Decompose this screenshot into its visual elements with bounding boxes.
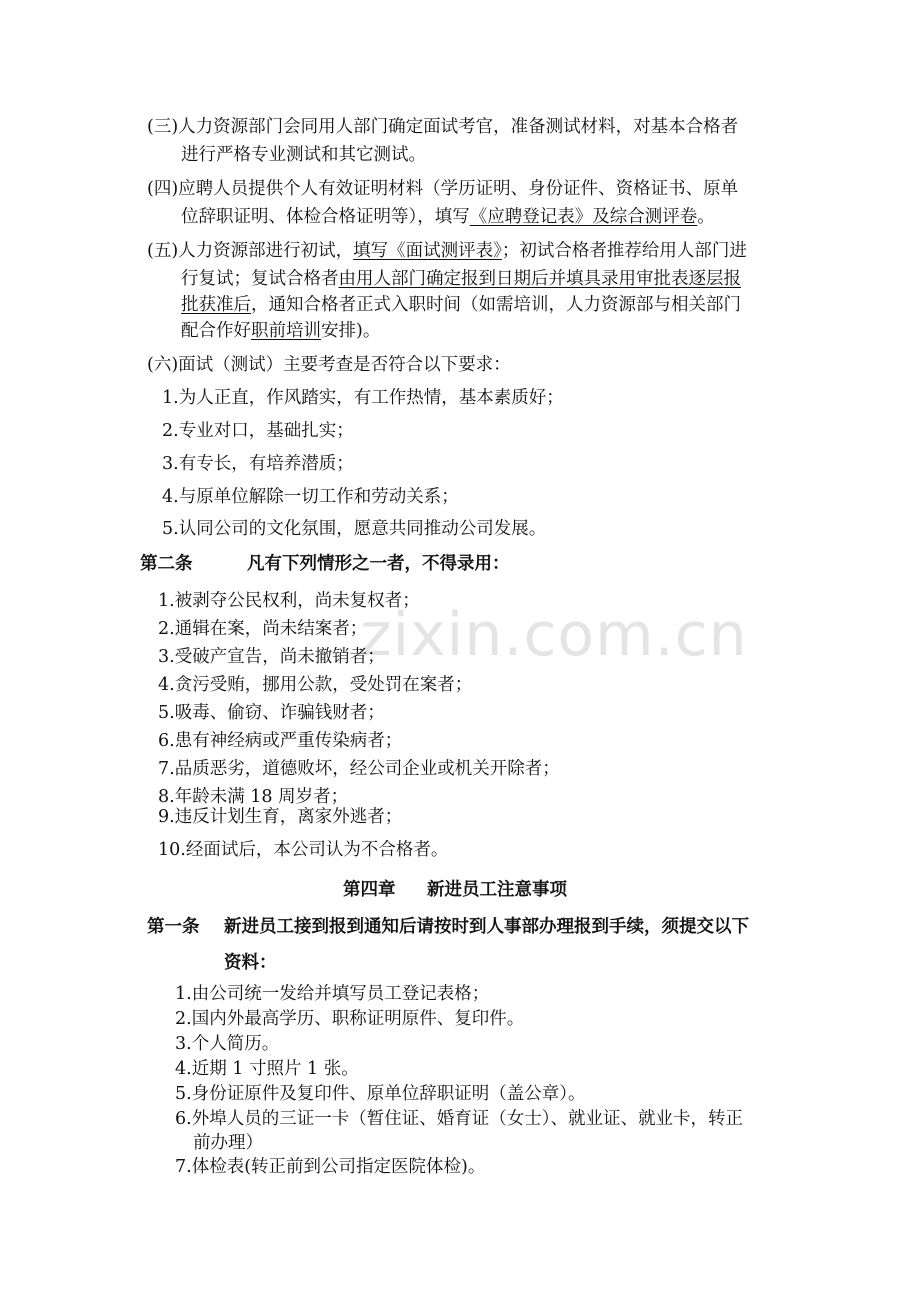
article-1-label: 第一条	[147, 917, 200, 937]
list-item: 7.品质恶劣，道德败坏，经公司企业或机关开除者；	[158, 759, 560, 779]
application-form-link-text: 《应聘登记表》及综合测评卷	[469, 207, 698, 227]
sec-wu-line-2	[181, 267, 741, 291]
list-item: 3.有专长，有培养潜质；	[162, 454, 354, 474]
list-item: 4.贪污受贿，挪用公款，受处罚在案者；	[158, 675, 473, 695]
sec-si-line-2-text: 位辞职证明、体检合格证明等），填写	[181, 207, 470, 227]
sec-si-line-1: (四)应聘人员提供个人有效证明材料（学历证明、身份证件、资格证书、原单	[147, 179, 739, 199]
sec-wu-line-4-text: 配合作好	[181, 321, 251, 341]
sec-wu-line-1	[147, 239, 747, 263]
list-item: 4.近期 1 寸照片 1 张。	[175, 1059, 359, 1079]
sec-wu-line-3-text: ，通知合格者正式入职时间（如需培训，人力资源部与相关部门	[251, 295, 741, 315]
sec-wu-line-1-text: (五)人力资源部进行初试，	[147, 241, 354, 261]
list-item: 6.患有神经病或严重传染病者；	[158, 731, 403, 751]
sec-wu-line-2-underlined: 由用人部门确定报到日期后并填具录用审批表逐层报	[338, 269, 741, 289]
list-item: 3.受破产宣告，尚未撤销者；	[158, 647, 385, 667]
list-item: 3.个人简历。	[175, 1034, 280, 1054]
list-item: 1.由公司统一发给并填写员工登记表格；	[175, 984, 490, 1004]
article-2-label: 第二条	[140, 554, 193, 574]
sec-san-line-1: (三)人力资源部门会同用人部门确定面试考官，准备测试材料，对基本合格者	[147, 117, 739, 137]
article-1-text-1: 新进员工接到报到通知后请按时到人事部办理报到手续，须提交以下	[224, 917, 749, 937]
sec-san-line-2: 进行严格专业测试和其它测试。	[181, 145, 426, 165]
sec-si-line-2	[181, 205, 715, 229]
interview-form-text: 填写《面试测评表》	[353, 241, 502, 261]
list-item: 2.国内外最高学历、职称证明原件、复印件。	[175, 1009, 525, 1029]
list-item: 1.被剥夺公民权利，尚未复权者；	[158, 591, 420, 611]
list-item: 2.专业对口，基础扎实；	[162, 421, 354, 441]
list-item: 9.违反计划生育，离家外逃者；	[158, 807, 403, 827]
watermark: zixin.com.cn	[360, 600, 748, 670]
list-item-continuation: 前办理）	[193, 1133, 263, 1153]
article-1-text-2: 资料：	[224, 953, 277, 973]
list-item: 5.身份证原件及复印件、原单位辞职证明（盖公章）。	[175, 1084, 586, 1104]
sec-si-line-2-end: 。	[697, 207, 715, 227]
list-item: 10.经面试后，本公司认为不合格者。	[158, 840, 449, 860]
sec-wu-line-4-end: 安排)。	[321, 321, 381, 341]
sec-wu-line-2-text: 行复试；复试合格者	[181, 269, 339, 289]
list-item: 1.为人正直，作风踏实，有工作热情，基本素质好；	[162, 388, 564, 408]
sec-wu-line-1-end: ；初试合格者推荐给用人部门进	[501, 241, 747, 261]
list-item: 8.年龄未满 18 周岁者；	[158, 787, 349, 807]
list-item: 2.通辑在案，尚未结案者；	[158, 619, 368, 639]
list-item: 5.认同公司的文化氛围，愿意共同推动公司发展。	[162, 519, 547, 539]
sec-liu-heading: (六)面试（测试）主要考查是否符合以下要求：	[147, 355, 511, 375]
chapter-4-title: 新进员工注意事项	[427, 880, 567, 900]
list-item: 5.吸毒、偷窃、诈骗钱财者；	[158, 703, 385, 723]
list-item: 6.外埠人员的三证一卡（暂住证、婚育证（女士）、就业证、就业卡，转正	[175, 1109, 743, 1129]
list-item: 4.与原单位解除一切工作和劳动关系；	[162, 487, 459, 507]
list-item: 7.体检表(转正前到公司指定医院体检)。	[175, 1157, 486, 1177]
sec-wu-line-3	[181, 293, 741, 317]
sec-wu-line-3-underlined: 批获准后	[181, 295, 251, 315]
pre-job-training-text: 职前培训	[251, 321, 321, 341]
article-2-text: 凡有下列情形之一者，不得录用：	[247, 554, 510, 574]
chapter-4-label: 第四章	[343, 880, 396, 900]
sec-wu-line-4	[181, 319, 380, 343]
